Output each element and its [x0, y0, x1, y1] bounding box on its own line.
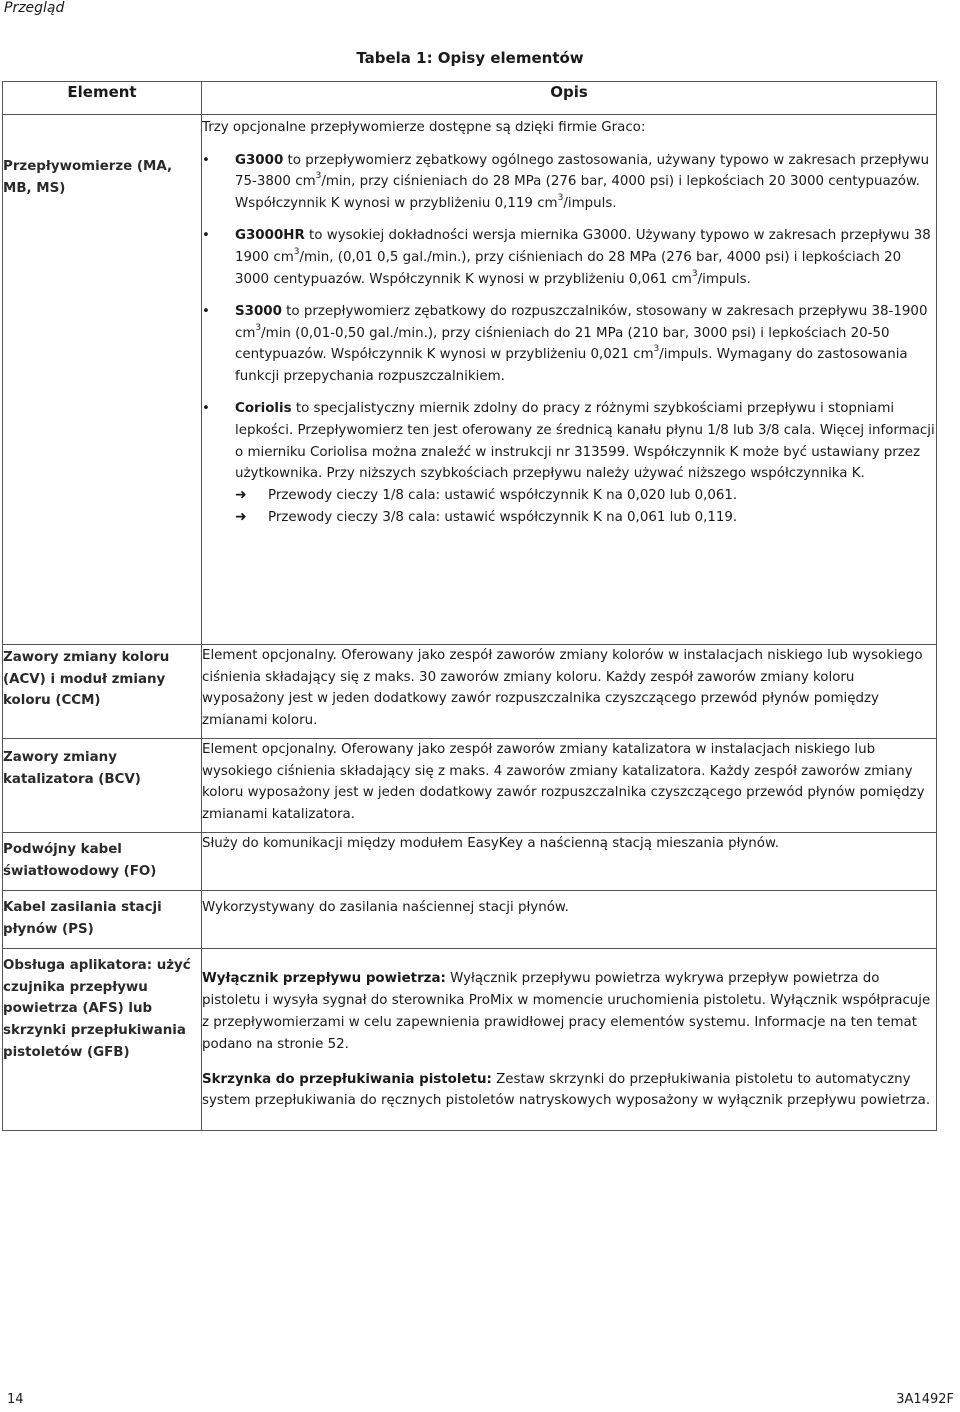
item-text: /impuls. [563, 196, 617, 212]
element-cell: Zawory zmiany koloru (ACV) i moduł zmiany koloru (CCM) [3, 645, 202, 739]
item-text: /min, przy ciśnieniach do 28 MPa (276 bar, 4000 psi) i lepkościach 20 3000 centypuazów. Współczynnik K wynosi w przybliżeniu 0,119 cm [235, 174, 920, 212]
item-text: to przepływomierz zębatkowy ogólnego zastosowania, używany typowo w zakresach przepływu 75-3800 cm [235, 152, 930, 190]
column-header-element: Element [3, 82, 202, 115]
list-item [202, 398, 936, 528]
superscript: 3 [653, 344, 660, 355]
superscript: 3 [315, 171, 322, 182]
item-name: S3000 [235, 303, 282, 319]
list-item [202, 301, 936, 388]
table-caption: Tabela 1: Opisy elementów [356, 49, 584, 67]
table-row [3, 891, 937, 949]
paragraph-text: Wyłącznik przepływu powietrza wykrywa przepływ powietrza do pistoletu i wysyła sygnał do sterownika ProMix w momencie uruchomienia pistoletu. Wyłącznik współpracuje z przepływomierzami w celu zapewnienia prawidłowej pracy elementów systemu. Informacje na ten temat podano na stronie 52. [202, 971, 931, 1052]
arrow-text: Przewody cieczy 1/8 cala: ustawić współczynnik K na 0,020 lub 0,061. [268, 488, 738, 504]
table-row [3, 833, 937, 891]
superscript: 3 [557, 193, 564, 204]
section-header: Przegląd [4, 0, 65, 16]
element-cell: Przepływomierze (MA, MB, MS) [3, 115, 202, 645]
item-text: /impuls. Wymagany do zastosowania funkcji przepychania rozpuszczalnikiem. [235, 347, 908, 385]
arrow-text: Przewody cieczy 3/8 cala: ustawić współczynnik K na 0,061 lub 0,119. [268, 509, 738, 525]
arrow-item [235, 507, 936, 529]
description-cell: Wykorzystywany do zasilania naściennej stacji płynów. [202, 891, 937, 949]
arrow-item [235, 485, 936, 507]
element-cell: Kabel zasilania stacji płynów (PS) [3, 891, 202, 949]
item-name: Coriolis [235, 401, 292, 417]
table-row [3, 115, 937, 645]
column-header-opis: Opis [202, 82, 937, 115]
arrow-icon: ➜ [235, 508, 247, 525]
term: Skrzynka do przepłukiwania pistoletu: [202, 1071, 492, 1087]
flowmeter-list [202, 150, 936, 529]
paragraph-text: Zestaw skrzynki do przepłukiwania pistoletu to automatyczny system przepłukiwania do ręcznych pistoletów natryskowych wyposażony w wyłącznik przepływu powietrza. [202, 1071, 931, 1109]
item-name: G3000 [235, 152, 284, 168]
list-item [202, 225, 936, 290]
description-cell [202, 949, 937, 1131]
description-cell: Element opcjonalny. Oferowany jako zespół zaworów zmiany katalizatora w instalacjach niskiego lub wysokiego ciśnienia składający się z maks. 4 zaworów zmiany katalizatora. Każdy zespół zaworów zmiany koloru wyposażony jest w jeden dodatkowy zawór rozpuszczalnika czyszczącego przewód płynów pomiędzy zmianami katalizatora. [202, 739, 937, 833]
term: Wyłącznik przepływu powietrza: [202, 971, 446, 987]
description-cell: Element opcjonalny. Oferowany jako zespół zaworów zmiany kolorów w instalacjach niskiego lub wysokiego ciśnienia składający się z maks. 30 zaworów zmiany koloru. Każdy zespół zaworów zmiany koloru wyposażony jest w jeden dodatkowy zawór rozpuszczalnika czyszczącego przewód płynów pomiędzy zmianami koloru. [202, 645, 937, 739]
item-text: to specjalistyczny miernik zdolny do pracy z różnymi szybkościami przepływu i stopniami lepkości. Przepływomierz ten jest oferowany ze średnicą kanału płynu 1/8 lub 3/8 cala. Więcej informacji o mierniku Coriolisa można znaleźć w instrukcji nr 313599. Współczynnik K może być ustawiany przez użytkownika. Przy niższych szybkościach przepływu należy używać niższego współczynnika K. [235, 401, 935, 482]
item-text: to wysokiej dokładności wersja miernika G3000. Używany typowo w zakresach przepływu 38 1900 cm [235, 228, 935, 266]
arrow-icon: ➜ [235, 487, 247, 504]
elements-table [2, 81, 937, 1131]
item-text: /min (0,01-0,50 gal./min.), przy ciśnieniach do 21 MPa (210 bar, 3000 psi) i lepkościach 20-50 centypuazów. Współczynnik K wynosi w przybliżeniu 0,021 cm [235, 325, 890, 363]
table-row [3, 645, 937, 739]
description-cell [202, 115, 937, 645]
table-header-row [3, 82, 937, 115]
item-text: to przepływomierz zębatkowy do rozpuszczalników, stosowany w zakresach przepływu 38-1900 cm [235, 303, 928, 341]
element-cell: Obsługa aplikatora: użyć czujnika przepływu powietrza (AFS) lub skrzynki przepłukiwania pistoletów (GFB) [3, 949, 202, 1131]
document-number: 3A1492F [896, 1392, 954, 1407]
item-text: /min, (0,01 0,5 gal./min.), przy ciśnieniach do 28 MPa (276 bar, 4000 psi) i lepkościach 20 3000 centypuazów. Współczynnik K wynosi w przybliżeniu 0,061 cm [235, 250, 906, 287]
page-number: 14 [7, 1392, 24, 1407]
gfb-paragraph [202, 1069, 936, 1112]
superscript: 3 [691, 268, 698, 279]
table-row [3, 739, 937, 833]
item-text: /impuls. [697, 271, 751, 287]
superscript: 3 [293, 247, 300, 258]
afs-paragraph [202, 968, 936, 1055]
element-cell: Podwójny kabel światłowodowy (FO) [3, 833, 202, 891]
table-row [3, 949, 937, 1131]
list-item [202, 150, 936, 215]
superscript: 3 [255, 322, 262, 333]
element-cell: Zawory zmiany katalizatora (BCV) [3, 739, 202, 833]
item-name: G3000HR [235, 228, 305, 244]
description-cell: Służy do komunikacji między modułem EasyKey a naścienną stacją mieszania płynów. [202, 833, 937, 891]
flow-intro: Trzy opcjonalne przepływomierze dostępne są dzięki firmie Graco: [202, 120, 646, 135]
